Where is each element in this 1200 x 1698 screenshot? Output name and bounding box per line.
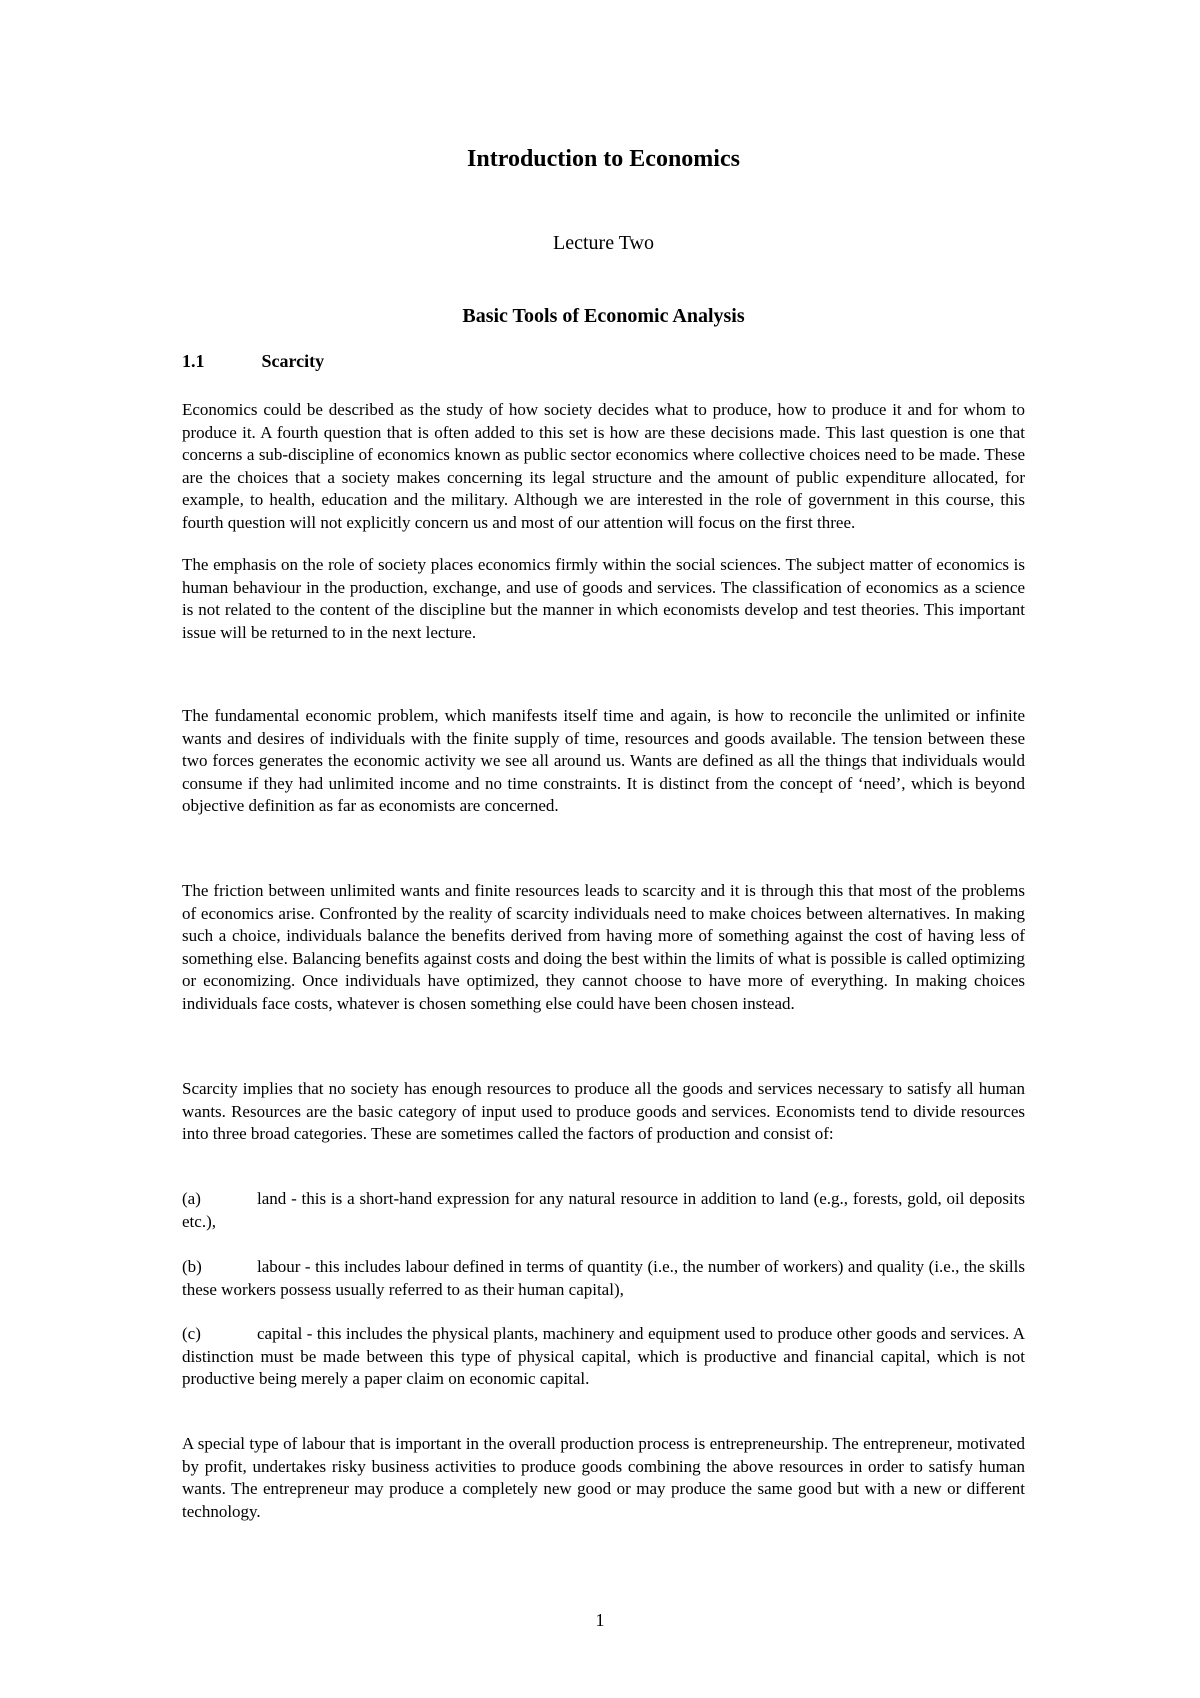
section-number: 1.1 — [182, 351, 205, 371]
page-subtitle: Basic Tools of Economic Analysis — [462, 305, 745, 327]
list-item-text: capital - this includes the physical plants, machinery and equipment used to produce other goods and services. A distinction must be made between this type of physical capital, which is productive and financial capital, which is not productive being merely a paper claim on economic capital. — [182, 1324, 1025, 1388]
section-title: Scarcity — [261, 351, 325, 371]
body-paragraph: The emphasis on the role of society places economics firmly within the social sciences. The subject matter of economics is human behaviour in the production, exchange, and use of goods and services. The classification of economics as a science is not related to the content of the discipline but the manner in which economists develop and test theories. This important issue will be returned to in the next lecture. — [182, 555, 1025, 642]
list-marker: (c) — [182, 1324, 201, 1343]
page-title: Introduction to Economics — [467, 146, 740, 172]
body-paragraph: The fundamental economic problem, which manifests itself time and again, is how to reconcile the unlimited or infinite wants and desires of individuals with the finite supply of time, resources and goods available. The tension between these two forces generates the economic activity we see all around us. Wants are defined as all the things that individuals would consume if they had unlimited income and no time constraints. It is distinct from the concept of ‘need’, which is beyond objective definition as far as economists are concerned. — [182, 706, 1025, 815]
list-item — [182, 1256, 1025, 1301]
section-heading — [182, 351, 324, 372]
list-item — [182, 1323, 1025, 1391]
page-number: 1 — [595, 1610, 605, 1630]
list-item — [182, 1188, 1025, 1233]
list-item-text: labour - this includes labour defined in terms of quantity (i.e., the number of workers) and quality (i.e., the skills these workers possess usually referred to as their human capital), — [182, 1257, 1025, 1299]
list-marker: (b) — [182, 1257, 202, 1276]
body-paragraph: Scarcity implies that no society has enough resources to produce all the goods and services necessary to satisfy all human wants. Resources are the basic category of input used to produce goods and services. Economists tend to divide resources into three broad categories. These are sometimes called the factors of production and consist of: — [182, 1079, 1025, 1143]
closing-paragraph: A special type of labour that is important in the overall production process is entrepreneurship. The entrepreneur, motivated by profit, undertakes risky business activities to produce goods combining the above resources in order to satisfy human wants. The entrepreneur may produce a completely new good or may produce the same good but with a new or different technology. — [182, 1434, 1025, 1521]
body-paragraph: The friction between unlimited wants and finite resources leads to scarcity and it is through this that most of the problems of economics arise. Confronted by the reality of scarcity individuals need to make choices between alternatives. In making such a choice, individuals balance the benefits derived from having more of something against the cost of having less of something else. Balancing benefits against costs and doing the best within the limits of what is possible is called optimizing or economizing. Once individuals have optimized, they cannot choose to have more of everything. In making choices individuals face costs, whatever is chosen something else could have been chosen instead. — [182, 881, 1025, 1013]
list-item-text: land - this is a short-hand expression for any natural resource in addition to land (e.g., forests, gold, oil deposits etc.), — [182, 1189, 1025, 1231]
body-paragraph: Economics could be described as the study of how society decides what to produce, how to produce it and for whom to produce it. A fourth question that is often added to this set is how are these decisions made. This last question is one that concerns a sub-discipline of economics known as public sector economics where collective choices need to be made. These are the choices that a society makes concerning its legal structure and the amount of public expenditure allocated, for example, to health, education and the military. Although we are interested in the role of government in this course, this fourth question will not explicitly concern us and most of our attention will focus on the first three. — [182, 400, 1025, 532]
list-marker: (a) — [182, 1189, 201, 1208]
lecture-label: Lecture Two — [553, 232, 654, 254]
